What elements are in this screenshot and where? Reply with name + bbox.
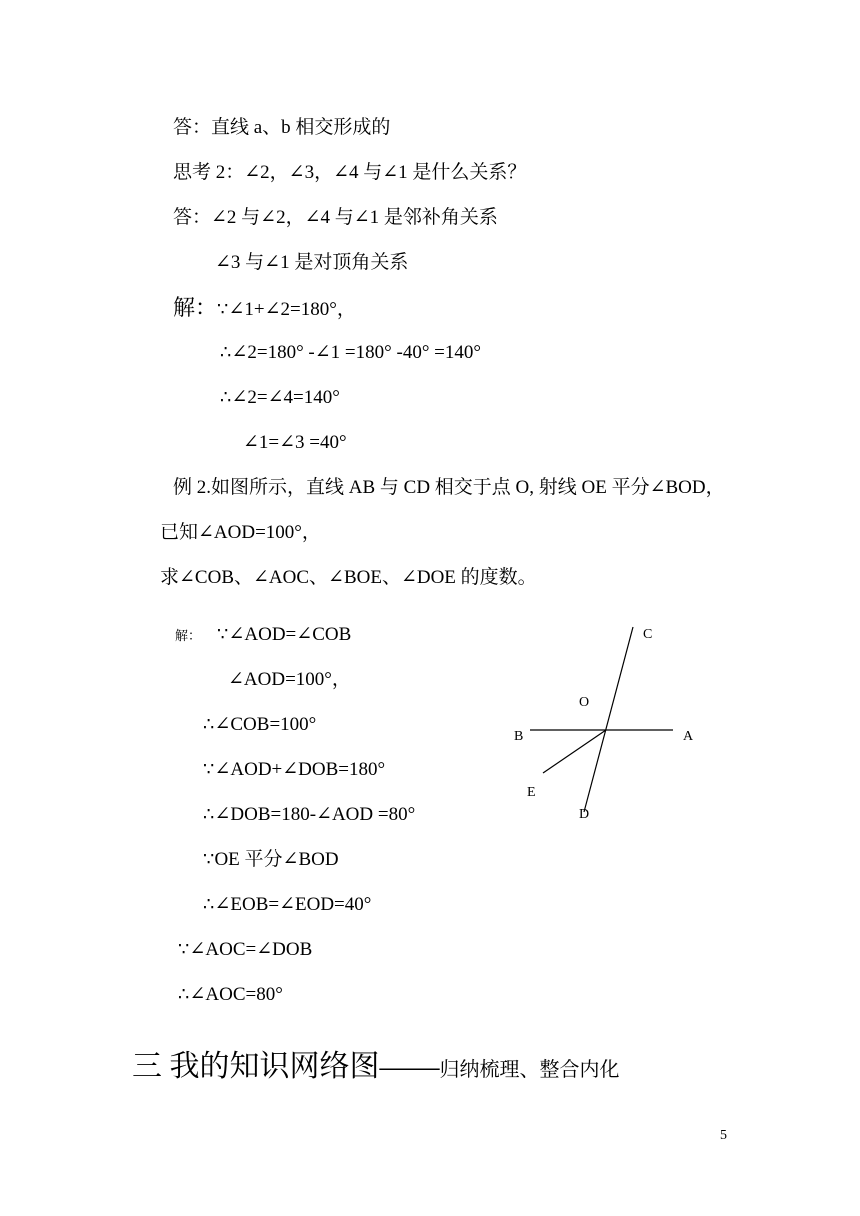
example-2-line-3: 求∠COB、∠AOC、∠BOE、∠DOE 的度数。 [160, 567, 537, 588]
label-b: B [514, 729, 524, 744]
example-2-line-2: 已知∠AOD=100°， [160, 522, 321, 543]
therefore-symbol: ∴ [178, 984, 190, 1005]
example-2-solution-line-8 [178, 938, 312, 962]
because-symbol: ∵ [203, 849, 215, 870]
example-2-solution-line-7-text: ∠EOB=∠EOD=40° [214, 894, 372, 915]
example-2-solution-line-9-text: ∠AOC=80° [189, 984, 283, 1005]
because-symbol: ∵ [178, 939, 190, 960]
geometry-figure [500, 615, 720, 835]
solution-label: 解： [173, 295, 218, 320]
label-c: C [643, 627, 653, 642]
section-subtitle: 归纳梳理、整合内化 [439, 1059, 620, 1081]
think-2-question: 思考 2：∠2，∠3，∠4 与∠1 是什么关系？ [173, 162, 527, 183]
label-a: A [683, 729, 694, 744]
solution-line-1 [173, 296, 356, 322]
answer-line-2: 答：∠2 与∠2，∠4 与∠1 是邻补角关系 [173, 207, 498, 228]
example-2-solution-line-3-text: ∠COB=100° [214, 714, 317, 735]
solution-label: 解： [175, 628, 202, 643]
label-e: E [527, 785, 536, 800]
therefore-symbol: ∴ [203, 804, 215, 825]
because-symbol: ∵ [203, 759, 215, 780]
example-2-solution-line-6-text: OE 平分∠BOD [214, 849, 339, 870]
section-title: 三 我的知识网络图—— [132, 1050, 440, 1083]
answer-line-3: ∠3 与∠1 是对顶角关系 [215, 252, 409, 273]
label-o: O [579, 695, 590, 710]
page-number: 5 [720, 1128, 727, 1143]
example-2-solution-line-6 [203, 848, 339, 872]
because-symbol: ∵ [217, 299, 229, 320]
solution-line-4: ∠1=∠3 =40° [243, 432, 347, 453]
therefore-symbol: ∴ [203, 894, 215, 915]
solution-line-2-text: ∠2=180° -∠1 =180° -40° =140° [231, 342, 481, 363]
example-2-solution-line-5-text: ∠DOB=180-∠AOD =80° [214, 804, 416, 825]
example-2-solution-line-1-text: ∠AOD=∠COB [228, 624, 352, 645]
example-2-solution-line-7 [203, 893, 371, 917]
example-2-solution-line-4-text: ∠AOD+∠DOB=180° [214, 759, 386, 780]
line-cd [584, 627, 633, 812]
example-2-solution-line-1 [175, 623, 351, 648]
answer-line-1: 答：直线 a、b 相交形成的 [173, 117, 391, 138]
solution-line-1-text: ∠1+∠2=180°， [228, 299, 356, 320]
because-symbol: ∵ [217, 624, 229, 645]
example-2-solution-line-9 [178, 983, 283, 1007]
therefore-symbol: ∴ [220, 342, 232, 363]
therefore-symbol: ∴ [220, 387, 232, 408]
section-heading [132, 1049, 620, 1088]
therefore-symbol: ∴ [203, 714, 215, 735]
example-2-solution-line-2: ∠AOD=100°， [228, 669, 351, 690]
example-2-line-1: 例 2.如图所示，直线 AB 与 CD 相交于点 O, 射线 OE 平分∠BOD， [173, 477, 725, 498]
example-2-solution-line-3 [203, 713, 316, 737]
solution-line-3 [220, 386, 340, 410]
example-2-solution-line-8-text: ∠AOC=∠DOB [189, 939, 313, 960]
label-d: D [579, 807, 590, 822]
solution-line-2 [220, 341, 481, 365]
example-2-solution-line-4 [203, 758, 385, 782]
solution-line-3-text: ∠2=∠4=140° [231, 387, 340, 408]
example-2-solution-line-5 [203, 803, 415, 827]
